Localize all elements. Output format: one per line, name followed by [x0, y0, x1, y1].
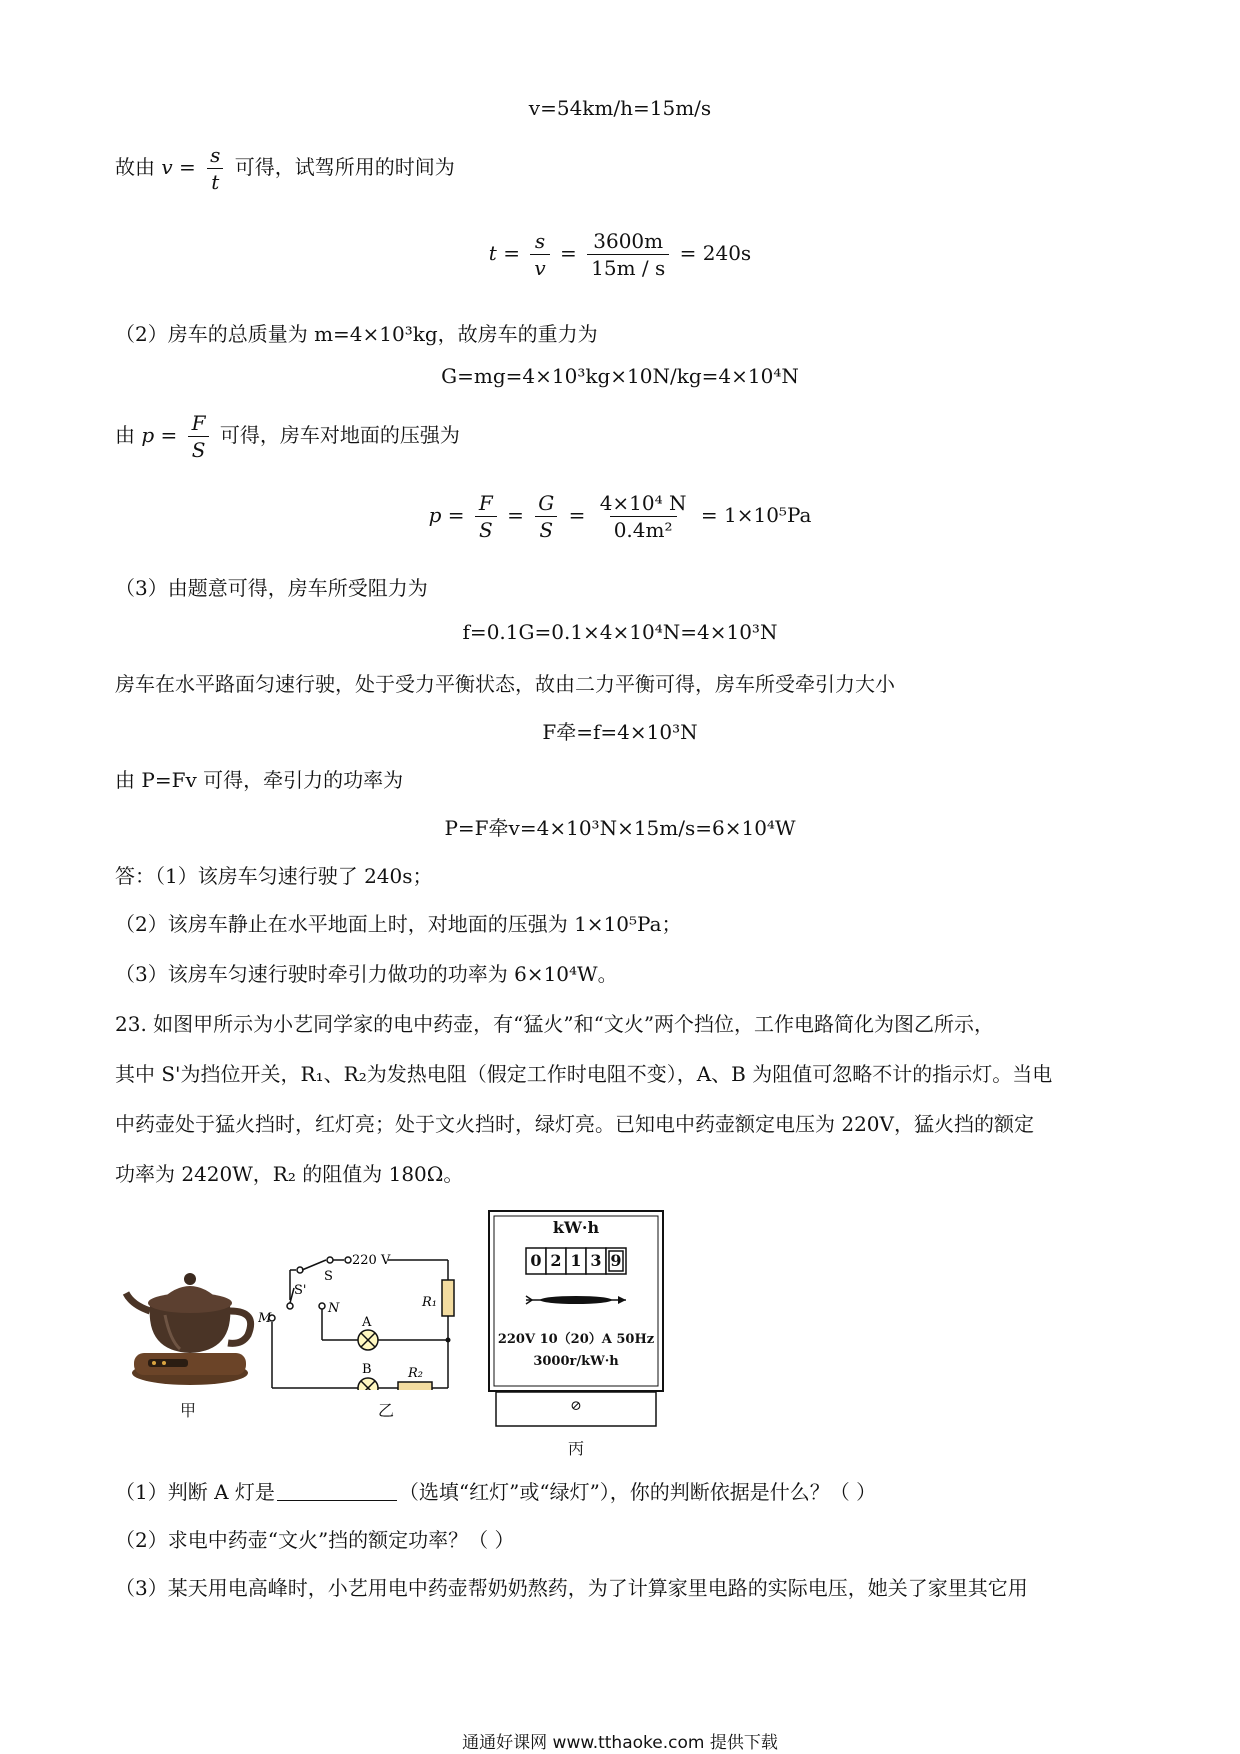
pressure-formula-line: 由 p = $\frac{F}{S}$ 可得，房车对地面的压强为: [115, 411, 460, 462]
time-value-fraction: [587, 228, 669, 281]
q1-answer-blank[interactable]: [277, 1480, 397, 1501]
answer-2: （2）该房车静止在水平地面上时，对地面的压强为 1×10⁵Pa；: [115, 912, 682, 936]
speed-formula-line: 故由 v = $\frac{s}{t}$ 可得，试驾所用的时间为: [115, 143, 455, 194]
from-v-prefix: 故由: [115, 155, 155, 179]
f-over-s-fraction: $\frac{F}{S}$: [188, 410, 210, 463]
weight-equation: G=mg=4×10³kg×10N/kg=4×10⁴N: [441, 364, 799, 388]
q23-line-4: 功率为 2420W，R₂ 的阻值为 180Ω。: [115, 1162, 464, 1186]
part3-text: （3）由题意可得，房车所受阻力为: [115, 576, 428, 600]
pressure-value-fraction: [596, 490, 691, 543]
from-p-prefix: 由: [115, 423, 135, 447]
circuit-diagram: [258, 1240, 468, 1390]
pressure-denominator: 0.4m²: [610, 516, 677, 543]
from-p-suffix: 可得，房车对地面的压强为: [219, 423, 460, 447]
answer-3: （3）该房车匀速行驶时牵引力做功的功率为 6×10⁴W。: [115, 962, 618, 986]
sub-question-3: （3）某天用电高峰时，小艺用电中药壶帮奶奶熬药，为了计算家里电路的实际电压，她关了家里其它用: [115, 1576, 1028, 1600]
pressure-result: = 1×10⁵Pa: [700, 503, 812, 527]
part2-text: （2）房车的总质量为 m=4×10³kg，故房车的重力为: [115, 322, 598, 346]
traction-equation: F牵=f=4×10³N: [542, 720, 698, 744]
meter-digit-3: 1: [570, 1251, 582, 1270]
circuit-n: N: [328, 1301, 340, 1316]
caption-bing: 丙: [568, 1439, 585, 1458]
meter-terminal-icon: ⊘: [570, 1398, 582, 1414]
caption-yi: 乙: [378, 1401, 395, 1420]
caption-jia: 甲: [180, 1401, 197, 1420]
sub-question-2: （2）求电中药壶“文火”挡的额定功率？（ ）: [115, 1528, 515, 1552]
q1-prefix: （1）判断 A 灯是: [115, 1480, 275, 1504]
medicine-pot-figure: [120, 1245, 260, 1390]
circuit-r2: R₂: [408, 1366, 423, 1381]
q23-line-2: 其中 S'为挡位开关，R₁、R₂为发热电阻（假定工作时电阻不变），A、B 为阻值可忽略不计的指示灯。当电: [115, 1062, 1053, 1086]
page-footer: 通通好课网 www.tthaoke.com 提供下载: [462, 1733, 778, 1753]
q23-line-1: 23. 如图甲所示为小艺同学家的电中药壶，有“猛火”和“文火”两个挡位，工作电路简化为图乙所示，: [115, 1012, 995, 1036]
s-over-t-fraction: [206, 142, 224, 195]
meter-spec-1: 220V 10（20）A 50Hz: [497, 1332, 655, 1347]
speed-conversion: [0, 96, 1240, 120]
from-v-suffix: 可得，试驾所用的时间为: [234, 155, 455, 179]
time-result: = 240s: [679, 241, 752, 265]
meter-unit: kW·h: [552, 1218, 600, 1237]
q1-suffix: （选填“红灯”或“绿灯”），你的判断依据是什么？（ ）: [398, 1480, 877, 1504]
circuit-a: A: [362, 1315, 372, 1330]
circuit-s: S: [324, 1269, 333, 1284]
time-denominator: 15m / s: [587, 254, 669, 281]
v-symbol: v: [161, 155, 173, 179]
frac-num: s: [210, 143, 221, 167]
circuit-s-prime: S': [294, 1283, 307, 1298]
frac-den: t: [207, 168, 223, 195]
time-numerator: 3600m: [593, 229, 664, 253]
pressure-equation: p = $\frac{F}{S}$ = $\frac{G}{S}$ = $\frac{\text{4×10⁴ N}}{\text{0.4m²}}$ = 1×10⁵Pa: [428, 491, 812, 542]
meter-digit-1: 0: [530, 1251, 542, 1270]
answer-1: 答：（1）该房车匀速行驶了 240s；: [115, 864, 433, 888]
meter-digit-4: 3: [590, 1251, 602, 1270]
power-formula-text: 由 P=Fv 可得，牵引力的功率为: [115, 768, 404, 792]
time-equation: t = $\frac{s}{v}$ = $\frac{3600m}{15m / s}$ = 240s: [488, 229, 752, 280]
balance-text: 房车在水平路面匀速行驶，处于受力平衡状态，故由二力平衡可得，房车所受牵引力大小: [115, 672, 895, 696]
meter-digit-5: 9: [610, 1251, 622, 1270]
meter-digit-2: 2: [550, 1251, 562, 1270]
circuit-m: M: [258, 1311, 272, 1326]
energy-meter-figure: [488, 1210, 664, 1428]
pressure-numerator: 4×10⁴ N: [599, 491, 687, 515]
s-over-v-fraction: $\frac{s}{v}$: [530, 228, 549, 281]
meter-spec-2: 3000r/kW·h: [533, 1354, 619, 1369]
power-equation: P=F牵v=4×10³N×15m/s=6×10⁴W: [444, 816, 796, 840]
circuit-b: B: [362, 1362, 372, 1377]
q23-line-3: 中药壶处于猛火挡时，红灯亮；处于文火挡时，绿灯亮。已知电中药壶额定电压为 220V，猛火挡的额定: [115, 1112, 1034, 1136]
circuit-voltage: 220 V: [352, 1253, 391, 1268]
circuit-r1: R₁: [422, 1295, 437, 1310]
friction-equation: f=0.1G=0.1×4×10⁴N=4×10³N: [462, 620, 778, 644]
sub-question-1: [115, 1476, 876, 1505]
speed-text: v=54km/h=15m/s: [528, 96, 712, 120]
